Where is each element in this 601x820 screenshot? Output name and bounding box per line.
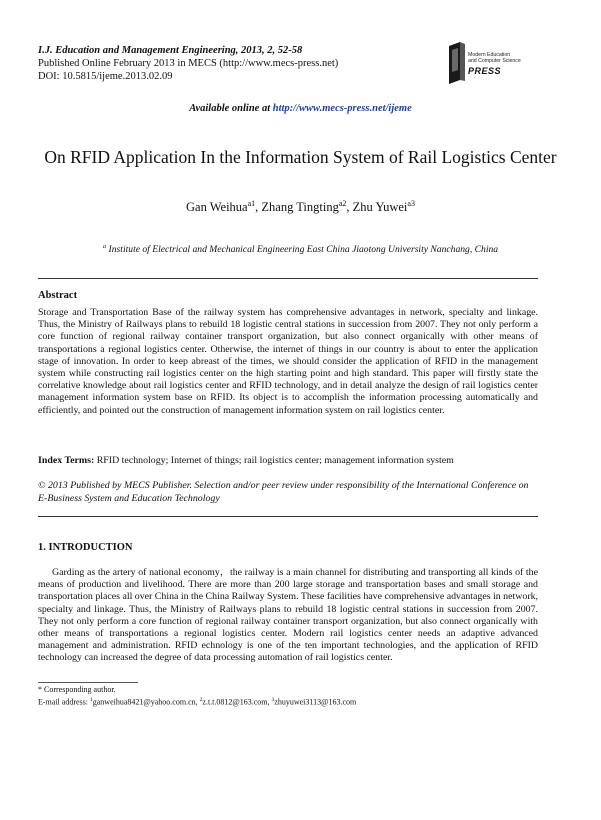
logo-press: PRESS	[468, 66, 502, 76]
paper-title: On RFID Application In the Information System of Rail Logistics Center	[44, 147, 557, 167]
corresponding-author: * Corresponding author.	[38, 685, 116, 694]
logo-text: Modern Education and Computer Science	[468, 52, 521, 64]
affiliation-sup: a	[102, 243, 107, 250]
abstract-body: Storage and Transportation Base of the railway system has comprehensive advantages in network, specialty and linkage. Thus, the Ministry of Railways plans to rebuild 18 logistic central stations in succession from 2007. They not only perform a core function of regional railway container transport organization, but also connect organically with other means of transportations a regional logistics center. Otherwise, the internet of things in our country is about to enter the application stage of innovation. In order to keep abreast of the times, we should consider the application of RFID in the management system while constructing rail logistics center on the high starting point and high standard. This paper will firstly state the correlative knowledge about rail logistics center and RFID technology, and in detail analyze the design of rail logistics center management information system base on RFID. Its object is to accomplish the information processing automatically and efficiently, and pointed out the construction of management information system on rail logistics center.	[38, 307, 538, 416]
section-body: Garding as the artery of national economy，the railway is a main channel for distributing and transporting all kinds of the means of production and livelihood. There are more than 200 large storage and transportation bases and small storage and transportation places all over China in the China Railway System. These facilities have comprehensive advantages in network, specialty and linkage. Thus, the Ministry of Railways plans to rebuild 18 logistic central stations in succession from 2007. They not only perform a core function of regional railway container transport organization, but also connect organically with other means of transportations a regional logistics center. Modern rail logistics center needs an adaptive advanced management and administration. RFID echnology is one of the ten important technologies, and the application of RFID technology can increased the degree of data processing automation of rail logistics center.	[38, 567, 539, 664]
divider	[38, 278, 538, 279]
index-terms	[38, 455, 538, 467]
author-name: Zhu Yuwei	[352, 200, 408, 215]
author-name: Gan Weihua	[186, 200, 248, 215]
copyright-notice: © 2013 Published by MECS Publisher. Selection and/or peer review under responsibility of the International Conference on E-Business System and Education Technology	[38, 480, 529, 504]
email-line: E-mail address: $^1$ganweihua8421@yahoo.com.cn, $^2$z.t.t.0812@163.com, $^3$zhuyuwei3113@163.com	[38, 697, 357, 707]
index-terms-label: Index Terms:	[38, 455, 95, 466]
index-terms-text: RFID technology; Internet of things; rail logistics center; management information system	[94, 455, 454, 466]
publisher-logo	[446, 40, 564, 86]
doi-line: DOI: 10.5815/ijeme.2013.02.09	[38, 71, 173, 82]
section-heading: 1. INTRODUCTION	[38, 542, 133, 553]
author-sup: a2	[338, 199, 347, 208]
journal-citation: I.J. Education and Management Engineering, 2013, 2, 52-58	[38, 45, 303, 56]
book-stack-icon	[446, 40, 468, 84]
journal-link[interactable]: http://www.mecs-press.net/ijeme	[272, 103, 412, 114]
author-sup: a1	[247, 199, 256, 208]
footnote-rule	[38, 682, 138, 683]
author-sup: a3	[407, 199, 415, 208]
affiliation	[0, 243, 601, 255]
email-address[interactable]: zhuyuwei3113@163.com	[274, 697, 357, 707]
author-name: Zhang Tingting	[261, 200, 339, 215]
divider	[38, 516, 538, 517]
author-list: Gan Weihua$^{a1}$, Zhang Tingting$^{a2}$, Zhu Yuwei$^{a3}$	[186, 199, 415, 215]
abstract-heading: Abstract	[38, 290, 78, 301]
available-online: Available online at http://www.mecs-press.net/ijeme	[189, 103, 412, 114]
email-address[interactable]: z.t.t.0812@163.com,	[202, 697, 272, 707]
email-address[interactable]: ganweihua8421@yahoo.com.cn,	[92, 697, 200, 707]
published-line: Published Online February 2013 in MECS (http://www.mecs-press.net)	[38, 58, 339, 69]
journal-header	[38, 44, 338, 83]
footnote	[38, 685, 558, 708]
affiliation-text: Institute of Electrical and Mechanical Engineering East China Jiaotong University Nanchang, China	[108, 244, 499, 256]
